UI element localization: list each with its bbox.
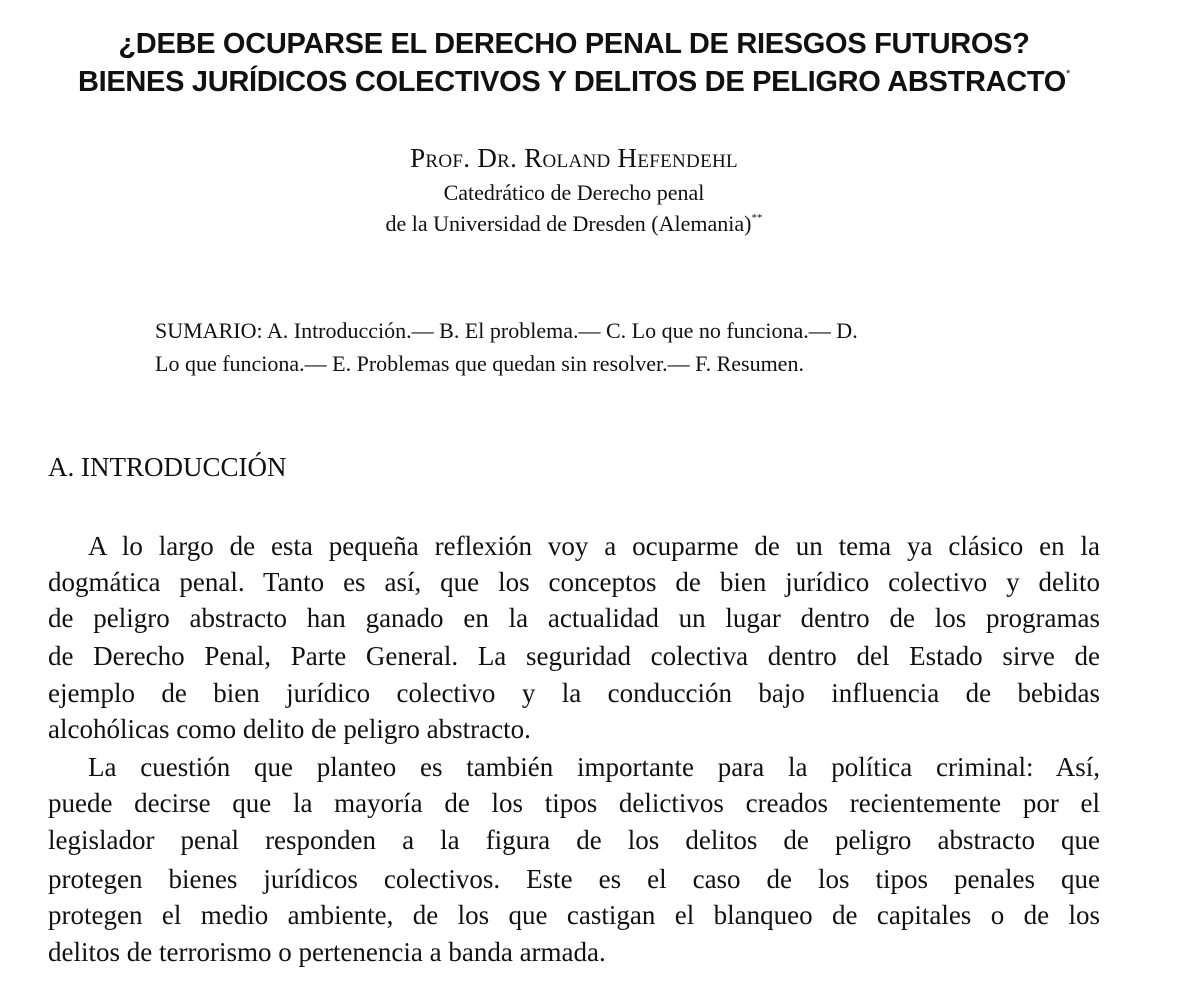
section-heading: A. INTRODUCCIÓN bbox=[48, 452, 287, 482]
author-name: Prof. Dr. Roland Hefendehl bbox=[410, 143, 738, 173]
author-role: Catedrático de Derecho penal bbox=[443, 180, 705, 205]
paragraph-line: protegen el medio ambiente, de los que castigan el blanqueo de capitales o de los bbox=[48, 900, 1100, 930]
title-line-2-text: BIENES JURÍDICOS COLECTIVOS Y DELITOS DE PELIGRO ABSTRACTO bbox=[77, 66, 1067, 98]
paragraph-line: puede decirse que la mayoría de los tipos delictivos creados recientemente por el bbox=[48, 788, 1100, 818]
paragraph-line: alcohólicas como delito de peligro abstracto. bbox=[48, 714, 531, 744]
paragraph-line: de Derecho Penal, Parte General. La seguridad colectiva dentro del Estado sirve de bbox=[48, 641, 1100, 671]
author-footnote-mark[interactable]: ** bbox=[751, 212, 763, 224]
title-line-2 bbox=[0, 66, 1148, 99]
title-line-1-text: ¿DEBE OCUPARSE EL DERECHO PENAL DE RIESGOS FUTUROS? bbox=[118, 28, 1030, 60]
paragraph-line: legislador penal responden a la figura de los delitos de peligro abstracto que bbox=[48, 825, 1100, 855]
paragraph-line: protegen bienes jurídicos colectivos. Este es el caso de los tipos penales que bbox=[48, 864, 1100, 894]
paragraph-line: de peligro abstracto han ganado en la actualidad un lugar dentro de los programas bbox=[48, 603, 1100, 633]
summary-line-1: SUMARIO: A. Introducción.— B. El problema.— C. Lo que no funciona.— D. bbox=[155, 318, 858, 343]
paragraph-line: A lo largo de esta pequeña reflexión voy a ocuparme de un tema ya clásico en la bbox=[88, 531, 1100, 561]
paragraph-line: delitos de terrorismo o pertenencia a banda armada. bbox=[48, 937, 606, 967]
author-institution bbox=[0, 211, 1148, 237]
summary-line-2: Lo que funciona.— E. Problemas que quedan sin resolver.— F. Resumen. bbox=[155, 351, 804, 376]
paragraph-line: La cuestión que planteo es también importante para la política criminal: Así, bbox=[88, 752, 1100, 782]
paragraph-line: ejemplo de bien jurídico colectivo y la conducción bajo influencia de bebidas bbox=[48, 678, 1100, 708]
paragraph-line: dogmática penal. Tanto es así, que los conceptos de bien jurídico colectivo y delito bbox=[48, 567, 1100, 597]
title-footnote-mark[interactable]: * bbox=[1066, 68, 1071, 80]
title-line-1 bbox=[0, 28, 1148, 61]
author-institution-text: de la Universidad de Dresden (Alemania) bbox=[385, 211, 752, 236]
